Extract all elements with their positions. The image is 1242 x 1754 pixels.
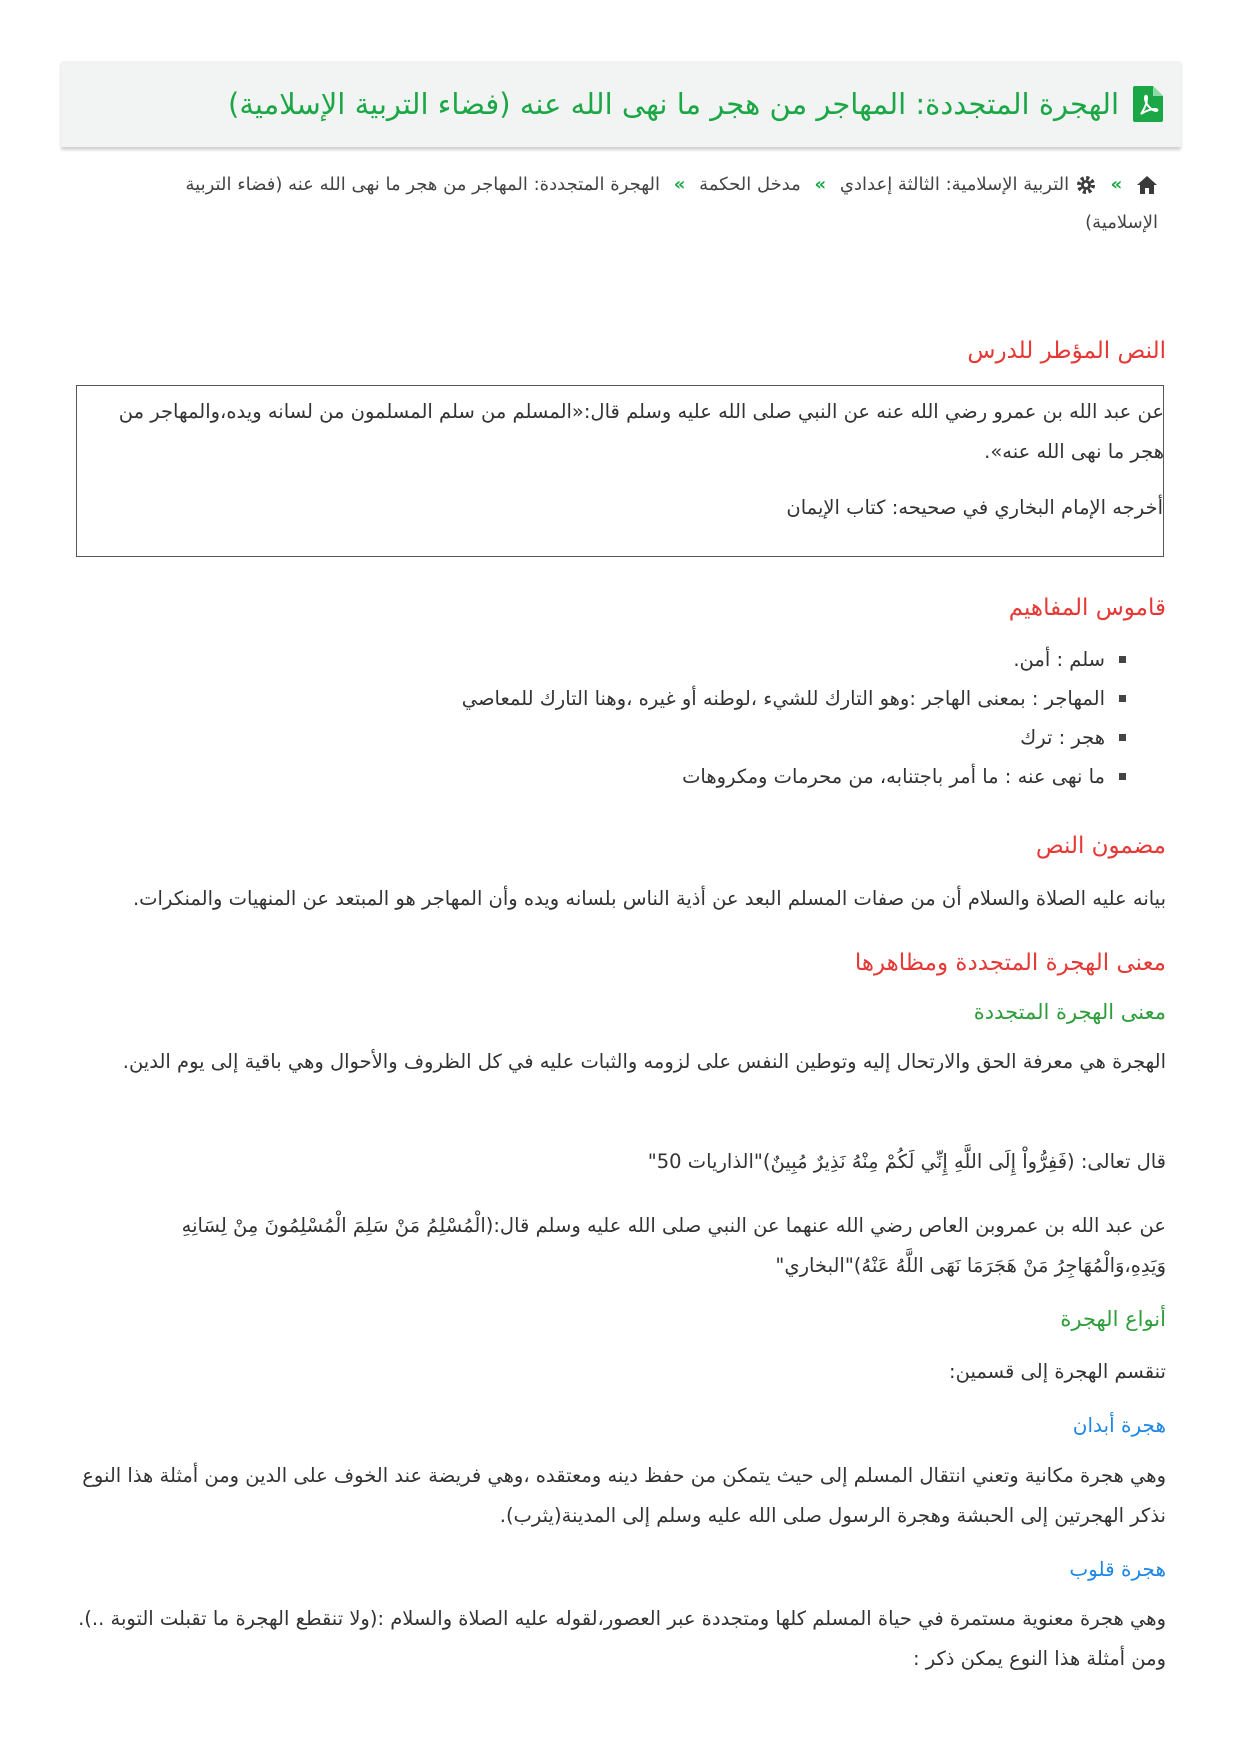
breadcrumb-separator: » [1110, 174, 1123, 195]
section-heading: قاموس المفاهيم [1008, 595, 1166, 621]
home-icon[interactable] [1136, 175, 1158, 195]
list-item: المهاجر : بمعنى الهاجر :وهو التارك للشيء ،لوطنه أو غيره ،وهنا التارك للمعاصي [76, 679, 1166, 718]
section-heading: النص المؤطر للدرس [967, 338, 1166, 364]
breadcrumb [118, 166, 1158, 242]
types-intro: تنقسم الهجرة إلى قسمين: [949, 1360, 1166, 1383]
hadith-text: عن عبد الله بن عمرو رضي الله عنه عن النبي صلى الله عليه وسلم قال:«المسلم من سلم المسلمون من لسانه ويده،والمهاجر من هجر ما نهى الله عنه». [118, 400, 1164, 463]
hadith-box [76, 385, 1164, 557]
breadcrumb-separator: » [673, 174, 686, 195]
page-title: الهجرة المتجددة: المهاجر من هجر ما نهى الله عنه (فضاء التربية الإسلامية) [228, 86, 1119, 121]
gear-icon [1075, 174, 1097, 196]
page-header [61, 61, 1181, 147]
breadcrumb-current: الهجرة المتجددة: المهاجر من هجر ما نهى الله عنه (فضاء التربية الإسلامية) [185, 174, 1158, 233]
concepts-list [76, 640, 1166, 796]
definition-text: الهجرة هي معرفة الحق والارتحال إليه وتوطين النفس على لزومه والثبات عليه في كل الظروف والأحوال وهي باقية إلى يوم الدين. [122, 1050, 1166, 1073]
content-text: بيانه عليه الصلاة والسلام أن من صفات المسلم البعد عن أذية الناس بلسانه ويده وأن المهاجر هو المبتعد عن المنهيات والمنكرات. [132, 887, 1166, 910]
hadith-text: عن عبد الله بن عمروبن العاص رضي الله عنهما عن النبي صلى الله عليه وسلم قال:(الْمُسْلِمُ مَنْ سَلِمَ الْمُسْلِمُونَ مِنْ لِسَانِهِ وَيَدِهِ،وَالْمُهَاجِرُ مَنْ هَجَرَمَا نَهَى اللَّهُ عَنْهُ)"البخاري" [181, 1214, 1166, 1277]
breadcrumb-item[interactable]: مدخل الحكمة [699, 174, 801, 195]
pdf-icon [1133, 86, 1163, 122]
body-migration-text: وهي هجرة مكانية وتعني انتقال المسلم إلى حيث يتمكن من حفظ دينه ومعتقده ،وهي فريضة عند الخوف على الدين ومن أمثلة هذا النوع نذكر الهجرتين إلى الحبشة وهجرة الرسول صلى الله عليه وسلم إلى المدينة(يثرب). [82, 1464, 1166, 1527]
subsection-heading: معنى الهجرة المتجددة [973, 1000, 1166, 1024]
breadcrumb-separator: » [814, 174, 827, 195]
heart-migration-text: وهي هجرة معنوية مستمرة في حياة المسلم كلها ومتجددة عبر العصور،لقوله عليه الصلاة والسلام :(ولا تنقطع الهجرة ما تقبلت التوبة ..). ومن أمثلة هذا النوع يمكن ذكر : [78, 1607, 1166, 1670]
list-item: هجر : ترك [76, 718, 1166, 757]
list-item: سلم : أمن. [76, 640, 1166, 679]
subsection-heading: هجرة قلوب [1069, 1557, 1166, 1581]
verse-text: قال تعالى: (فَفِرُّواْ إِلَى اللَّهِ إِنِّي لَكُمْ مِنْهُ نَذِيرٌ مُبِينٌ)"الذاريات 50" [647, 1150, 1166, 1173]
list-item: ما نهى عنه : ما أمر باجتنابه، من محرمات ومكروهات [76, 757, 1166, 796]
hadith-source: أخرجه الإمام البخاري في صحيحه: كتاب الإيمان [786, 496, 1163, 519]
subsection-heading: هجرة أبدان [1072, 1413, 1166, 1437]
section-heading: معنى الهجرة المتجددة ومظاهرها [854, 950, 1166, 976]
section-heading: مضمون النص [1035, 833, 1166, 859]
subsection-heading: أنواع الهجرة [1060, 1307, 1166, 1331]
breadcrumb-item[interactable]: التربية الإسلامية: الثالثة إعدادي [839, 174, 1070, 195]
